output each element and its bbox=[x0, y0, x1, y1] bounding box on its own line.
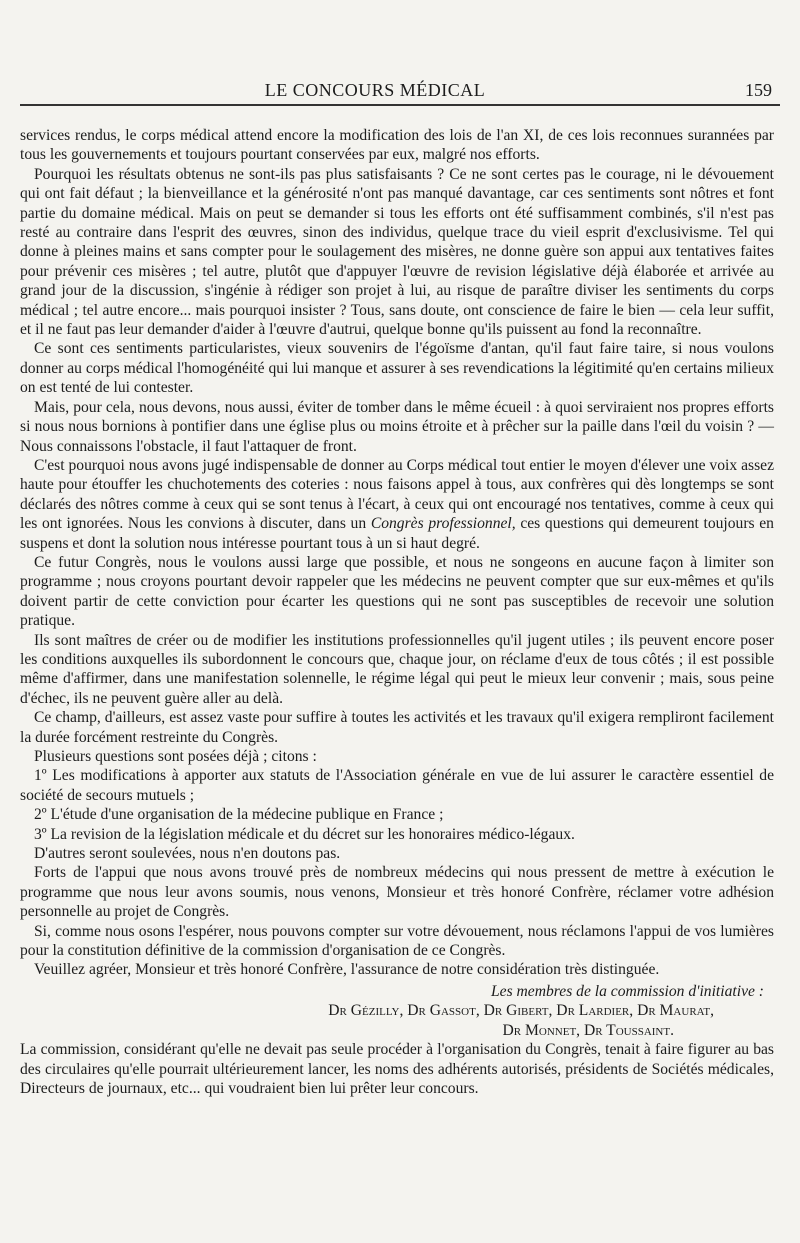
paragraph-text: ces questions qui demeurent toujours en suspens et dont la solution nous intéresse pourtant tous à un si haut degré. bbox=[20, 515, 774, 552]
paragraph-text: C'est pourquoi nous avons jugé indispensable de donner au Corps médical tout entier le moyen d'élever une voix assez haute pour étouffer les chuchotements des coteries : nous faisons appel à tous, aux confrères qui dès longtemps se sont déclarés des nôtres comme à ceux qui se sont tenus à l'écart, à ceux qui ont encouragé nos tentatives, comme à ceux qui les ont ignorées. Nous les convions à discuter, dans un bbox=[20, 456, 774, 533]
paragraph: Ce futur Congrès, nous le voulons aussi large que possible, et nous ne songeons en aucune façon à limiter son programme ; nous croyons pourtant devoir rappeler que les médecins ne peuvent compter que sur eux-mêmes et qu'ils doivent partir de cette conviction pour écarter les questions qui ne sont pas susceptibles de recevoir une solution pratique. bbox=[20, 553, 774, 630]
paragraph: Forts de l'appui que nous avons trouvé près de nombreux médecins qui nous pressent de mettre à exécution le programme que nous leur avons soumis, nous venons, Monsieur et très honoré Confrère, réclamer votre adhésion personnelle au projet de Congrès. bbox=[20, 864, 774, 921]
journal-title: LE CONCOURS MÉDICAL bbox=[264, 80, 486, 100]
paragraph: Plusieurs questions sont posées déjà ; citons : bbox=[34, 748, 317, 765]
paragraph: Si, comme nous osons l'espérer, nous pouvons compter sur votre dévouement, nous réclamons l'appui de vos lumières pour la constitution définitive de la commission d'organisation de ce Congrès. bbox=[20, 922, 774, 960]
paragraph: Ce sont ces sentiments particularistes, vieux souvenirs de l'égoïsme d'antan, qu'il faut faire taire, si nous voulons donner au corps médical l'homogénéité qui lui manque et assurer à ses revendications la légitimité qu'en certains milieux on est tenté de lui contester. bbox=[20, 340, 774, 397]
paragraph: D'autres seront soulevées, nous n'en doutons pas. bbox=[34, 845, 341, 863]
list-item: 2º L'étude d'une organisation de la médecine publique en France ; bbox=[34, 806, 444, 824]
congress-term: Congrès professionnel, bbox=[370, 515, 516, 533]
signatories-line-2: Dr Monnet, Dr Toussaint. bbox=[502, 1021, 674, 1039]
paragraph bbox=[20, 456, 774, 553]
paragraph: Veuillez agréer, Monsieur et très honoré Confrère, l'assurance de notre considération très distinguée. bbox=[34, 961, 660, 979]
page-number: 159 bbox=[745, 80, 772, 100]
paragraph: Mais, pour cela, nous devons, nous aussi, éviter de tomber dans le même écueil : à quoi serviraient nos propres efforts si nous nous bornions à pontifier dans une église plus ou moins étroite et à prêcher sur la paille dans l'œil du voisin ? — Nous connaissons l'obstacle, il faut l'attaquer de front. bbox=[20, 398, 774, 455]
paragraph: services rendus, le corps médical attend encore la modification des lois de l'an XI, de ces lois reconnues surannées par tous les gouvernements et toujours pourtant conservées par eux, malgré nos efforts. bbox=[20, 127, 774, 164]
signature-intro: Les membres de la commission d'initiative : bbox=[490, 982, 764, 1000]
running-header bbox=[20, 78, 772, 108]
article-body bbox=[20, 126, 774, 1098]
closing-paragraph: La commission, considérant qu'elle ne devait pas seule procéder à l'organisation du Congrès, tenait à faire figurer au bas des circulaires qu'elle pourrait ultérieurement lancer, les noms des adhérents autorisés, présidents de Sociétés médicales, Directeurs de journaux, etc... qui voudraient bien lui prêter leur concours. bbox=[20, 1041, 774, 1097]
paragraph: Pourquoi les résultats obtenus ne sont-ils pas plus satisfaisants ? Ce ne sont certes pas le courage, ni le dévouement qui ont fait défaut ; la bienveillance et la générosité n'ont pas manqué davantage, car ces sentiments sont nôtres et font partie du domaine médical. Mais on peut se demander si tous les efforts ont été suffisamment combinés, s'il n'est pas resté au contraire dans l'esprit des œuvres, sinon des individus, quelque trace du vieil esprit d'exclusivisme. Tel qui donne à pleines mains et sans compter pour le soulagement des misères, ne donne guère son appui aux tentatives faites pour prévenir ces misères ; tel autre, plutôt que d'appuyer l'œuvre de revision législative déjà élaborée et arrivée au grand jour de la discussion, s'ingénie à rédiger son projet à lui, au risque de paraître diviser les sentiments du corps médical ; tel autre encore... mais pourquoi insister ? Tous, sans doute, ont conscience de faire le bien — cela leur suffit, et il ne faut pas leur demander d'aider à l'œuvre d'autrui, quelque bonne qu'ils puissent au fond la reconnaître. bbox=[20, 165, 774, 339]
paragraph: Ils sont maîtres de créer ou de modifier les institutions professionnelles qu'il jugent utiles ; ils peuvent encore poser les conditions auxquelles ils subordonnent le concours que, chaque jour, on réclame d'eux de tous côtés ; il est possible même d'affirmer, dans une manifestation solennelle, le régime légal qui peut le mieux leur convenir ; mais, sous peine d'échec, ils ne peuvent guère aller au delà. bbox=[20, 631, 774, 707]
paragraph: Ce champ, d'ailleurs, est assez vaste pour suffire à toutes les activités et les travaux qu'il exigera rempliront facilement la durée forcément restreinte du Congrès. bbox=[20, 709, 774, 746]
list-item: 3º La revision de la législation médicale et du décret sur les honoraires médico-légaux. bbox=[34, 825, 575, 843]
list-item: 1º Les modifications à apporter aux statuts de l'Association générale en vue de lui assurer le caractère essentiel de société de secours mutuels ; bbox=[20, 767, 774, 804]
signatories-line-1: Dr Gézilly, Dr Gassot, Dr Gibert, Dr Lardier, Dr Maurat, bbox=[328, 1002, 714, 1020]
header-rule bbox=[20, 104, 780, 106]
